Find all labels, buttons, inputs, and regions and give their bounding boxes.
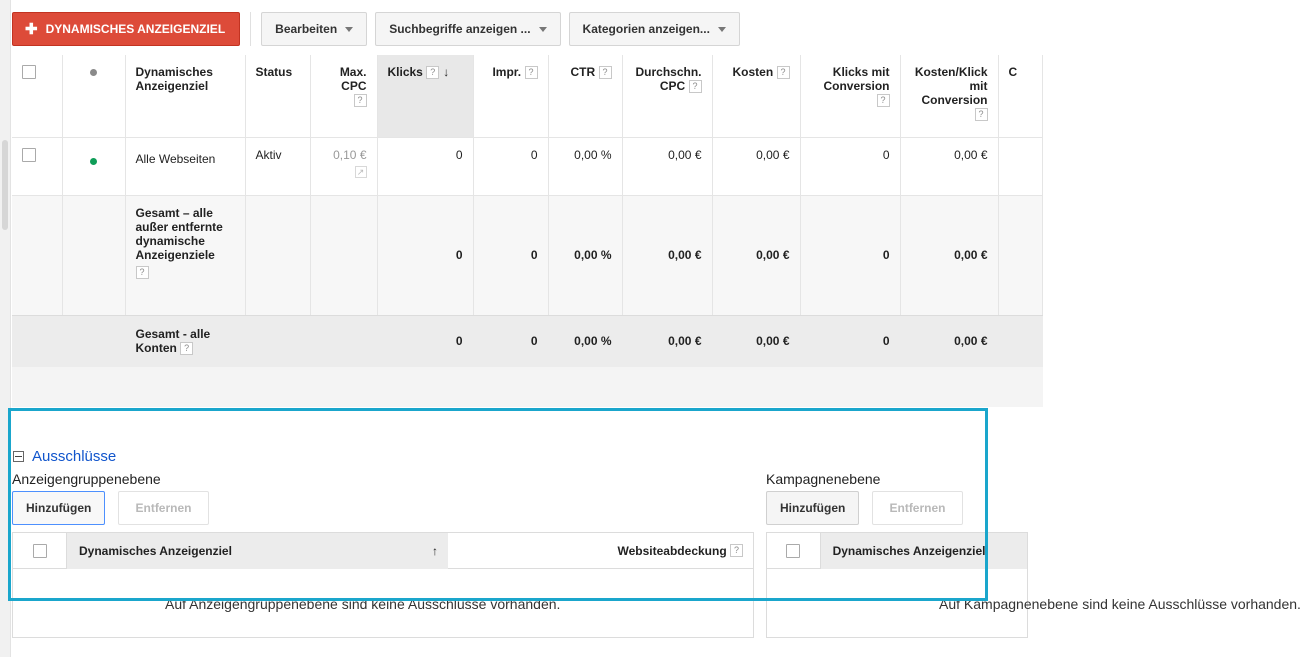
plus-icon: ✚: [25, 21, 38, 38]
adgroup-col-coverage[interactable]: [448, 533, 753, 569]
help-icon[interactable]: ?: [136, 266, 149, 279]
help-icon[interactable]: ?: [877, 94, 890, 107]
left-scroll-edge: [0, 0, 11, 657]
row-ctr-value: 0,00 %: [574, 147, 612, 162]
total-excl-conv-clicks-value: 0: [882, 248, 890, 262]
header-status-label: Status: [255, 65, 293, 79]
total-all-impr: [473, 315, 548, 367]
total-all-clicks-value: 0: [455, 334, 463, 349]
active-status-icon: [90, 158, 97, 165]
campaign-add-button[interactable]: Hinzufügen: [766, 491, 859, 525]
total-excl-avg-cpc-value: 0,00 €: [668, 248, 702, 262]
total-all-cost: [712, 315, 800, 367]
chevron-down-icon: [345, 27, 353, 32]
adgroup-col-target[interactable]: [67, 533, 448, 569]
campaign-exclusions-header: [767, 533, 1027, 569]
campaign-empty-message: Auf Kampagnenebene sind keine Ausschlüsse vorhanden.: [939, 596, 1301, 612]
total-excl-label: Gesamt – alle außer entfernte dynamische Anzeigenziele: [135, 205, 223, 262]
help-icon[interactable]: ?: [354, 94, 367, 107]
row-clicks: [377, 137, 473, 195]
table-footer: [12, 367, 1042, 407]
adgroup-empty-message: Auf Anzeigengruppenebene sind keine Ausschlüsse vorhanden.: [165, 596, 561, 612]
header-impr-label: Impr.: [492, 65, 522, 79]
help-icon[interactable]: ?: [180, 342, 193, 355]
total-all-impr-value: 0: [530, 334, 538, 349]
header-max-cpc[interactable]: [310, 55, 377, 137]
total-all-empty-3: [245, 315, 310, 367]
total-excl-impr-value: 0: [530, 248, 538, 262]
header-cost-per-conv-label: Kosten/Klick mit Conversion: [914, 65, 988, 107]
row-conv-clicks-value: 0: [882, 147, 890, 162]
total-excl-overflow: [998, 195, 1042, 315]
help-icon[interactable]: ?: [730, 544, 743, 557]
total-excl-empty-3: [245, 195, 310, 315]
header-status[interactable]: [245, 55, 310, 137]
campaign-select-all-checkbox[interactable]: [786, 544, 800, 558]
total-all-accounts-row: [12, 315, 1042, 367]
total-all-empty-4: [310, 315, 377, 367]
toolbar: [12, 12, 748, 46]
total-excl-cost-per-conv-value: 0,00 €: [954, 248, 988, 262]
add-dynamic-target-label: DYNAMISCHES ANZEIGENZIEL: [45, 22, 226, 36]
adgroup-select-all-checkbox[interactable]: [33, 544, 47, 558]
row-avg-cpc-value: 0,00 €: [668, 147, 702, 162]
total-excl-empty-2: [62, 195, 125, 315]
total-all-label-cell: [125, 315, 245, 367]
header-cost-label: Kosten: [732, 65, 774, 79]
header-clicks[interactable]: [377, 55, 473, 137]
help-icon[interactable]: ?: [777, 66, 790, 79]
campaign-col-target-label: Dynamisches Anzeigenziel: [832, 543, 986, 558]
exclusions-link[interactable]: Ausschlüsse: [32, 448, 117, 465]
total-excl-empty-4: [310, 195, 377, 315]
row-max-cpc[interactable]: [310, 137, 377, 195]
row-status[interactable]: [245, 137, 310, 195]
chevron-down-icon: [539, 27, 547, 32]
header-avg-cpc[interactable]: [622, 55, 712, 137]
total-excl-cost-per-conv: [900, 195, 998, 315]
row-overflow: [998, 137, 1042, 195]
header-ctr-label: CTR: [570, 65, 596, 79]
total-excl-ctr: [548, 195, 622, 315]
row-cost-per-conv: [900, 137, 998, 195]
help-icon[interactable]: ?: [525, 66, 538, 79]
categories-dropdown-button[interactable]: [569, 12, 740, 46]
adgroup-col-target-label: Dynamisches Anzeigenziel: [79, 543, 232, 558]
total-all-avg-cpc: [622, 315, 712, 367]
total-excl-impr: [473, 195, 548, 315]
total-excl-conv-clicks: [800, 195, 900, 315]
header-select-all: [12, 55, 62, 137]
total-all-conv-clicks-value: 0: [882, 334, 890, 349]
adgroup-remove-button[interactable]: Entfernen: [118, 491, 209, 525]
header-cost-per-conv[interactable]: [900, 55, 998, 137]
edit-dropdown-button[interactable]: [261, 12, 367, 46]
total-all-cost-per-conv-value: 0,00 €: [954, 334, 988, 349]
categories-label: Kategorien anzeigen...: [582, 22, 710, 36]
row-target[interactable]: [125, 137, 245, 195]
total-excl-ctr-value: 0,00 %: [574, 248, 612, 262]
adgroup-exclusions-table: [12, 532, 754, 638]
campaign-remove-button[interactable]: Entfernen: [872, 491, 963, 525]
help-icon[interactable]: ?: [599, 66, 612, 79]
table-header-row: [12, 55, 1042, 137]
exclusions-toggle[interactable]: [13, 448, 116, 465]
header-status-dot: [62, 55, 125, 137]
total-excl-cost: [712, 195, 800, 315]
total-all-conv-clicks: [800, 315, 900, 367]
total-excl-empty-1: [12, 195, 62, 315]
campaign-col-target[interactable]: [821, 533, 1027, 569]
header-avg-cpc-label: Durchschn. CPC: [635, 65, 702, 93]
collapse-icon: [13, 451, 24, 462]
header-clicks-label: Klicks: [387, 65, 423, 79]
help-icon[interactable]: ?: [426, 66, 439, 79]
total-all-empty-2: [62, 315, 125, 367]
campaign-exclusions-table: [766, 532, 1301, 638]
header-max-cpc-label: Max. CPC: [339, 65, 367, 93]
add-dynamic-target-button[interactable]: [12, 12, 240, 46]
adgroup-select-all-cell: [13, 533, 67, 569]
help-icon[interactable]: ?: [689, 80, 702, 93]
header-target-label: Dynamisches Anzeigenziel: [135, 65, 213, 93]
total-all-label: Gesamt - alle Konten: [135, 327, 211, 356]
row-cost-per-conv-value: 0,00 €: [954, 147, 988, 162]
sort-arrow-up-icon: ↑: [432, 543, 438, 558]
toolbar-separator: [250, 12, 251, 46]
header-overflow[interactable]: [998, 55, 1042, 137]
total-excl-clicks: [377, 195, 473, 315]
header-ctr[interactable]: [548, 55, 622, 137]
total-excl-clicks-value: 0: [455, 248, 463, 262]
total-all-ctr-value: 0,00 %: [574, 334, 612, 349]
row-ctr: [548, 137, 622, 195]
row-clicks-value: 0: [455, 147, 463, 162]
sort-arrow-down-icon: ↓: [443, 65, 450, 79]
status-dot-icon: [90, 69, 97, 76]
left-scroll-thumb[interactable]: [2, 140, 8, 230]
chevron-down-icon: [718, 27, 726, 32]
total-all-cost-per-conv: [900, 315, 998, 367]
total-all-clicks: [377, 315, 473, 367]
header-impr[interactable]: [473, 55, 548, 137]
total-excl-removed-row: [12, 195, 1042, 315]
header-conv-clicks-label: Klicks mit Conversion: [823, 65, 890, 93]
dynamic-targets-table: [12, 55, 1043, 407]
adgroup-col-coverage-label: Websiteabdeckung: [617, 543, 727, 558]
edit-icon[interactable]: ↗: [355, 166, 367, 178]
total-all-avg-cpc-value: 0,00 €: [668, 334, 702, 349]
total-all-empty-1: [12, 315, 62, 367]
table-row: [12, 137, 1042, 195]
select-all-checkbox[interactable]: [22, 65, 36, 79]
total-all-cost-value: 0,00 €: [756, 334, 790, 349]
help-icon[interactable]: ?: [975, 108, 988, 121]
row-cost-value: 0,00 €: [756, 147, 790, 162]
row-target-label: Alle Webseiten: [135, 151, 216, 166]
header-target[interactable]: [125, 55, 245, 137]
total-excl-cost-value: 0,00 €: [756, 248, 790, 262]
row-max-cpc-value: 0,10 €: [333, 147, 367, 162]
table-footer-row: [12, 367, 1042, 407]
search-terms-dropdown-button[interactable]: [375, 12, 560, 46]
edit-label: Bearbeiten: [275, 22, 338, 36]
row-impr-value: 0: [530, 147, 538, 162]
adgroup-exclusions-header: [13, 533, 753, 569]
row-select: [12, 137, 62, 195]
row-status-dot: [62, 137, 125, 195]
total-excl-label-cell: [125, 195, 245, 315]
campaign-select-all-cell: [767, 533, 821, 569]
header-overflow-label: C: [1008, 65, 1018, 79]
adgroup-add-button[interactable]: Hinzufügen: [12, 491, 105, 525]
total-excl-avg-cpc: [622, 195, 712, 315]
row-status-label: Aktiv: [255, 147, 282, 162]
total-all-ctr: [548, 315, 622, 367]
adgroup-level-label: Anzeigengruppenebene: [12, 471, 161, 487]
row-cost: [712, 137, 800, 195]
campaign-level-label: Kampagnenebene: [766, 471, 881, 487]
search-terms-label: Suchbegriffe anzeigen ...: [389, 22, 531, 36]
row-checkbox[interactable]: [22, 148, 36, 162]
row-conv-clicks: [800, 137, 900, 195]
header-conv-clicks[interactable]: [800, 55, 900, 137]
row-impr: [473, 137, 548, 195]
header-cost[interactable]: [712, 55, 800, 137]
row-avg-cpc: [622, 137, 712, 195]
total-all-overflow: [998, 315, 1042, 367]
